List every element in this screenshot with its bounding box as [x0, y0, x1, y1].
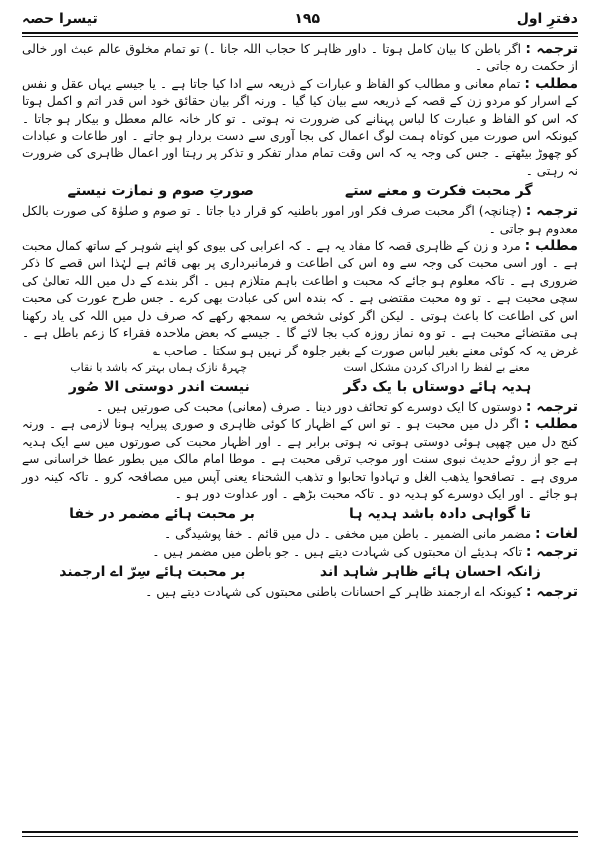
paragraph: [22, 76, 578, 180]
verse-line: زانکہ احسان ہائے ظاہر شاہد اند: [319, 564, 541, 581]
verse-line: تا گواہی دادہ باشد ہدیہ ہا: [349, 506, 531, 523]
section-label: مطلب :: [524, 238, 578, 255]
verse-line: بر محبت ہائے مضمر در خفا: [69, 506, 255, 523]
paragraph-text: مرد و زن کے ظاہری قصہ کا مفاد یہ ہے ۔ کہ اعرابی کی بیوی کو اپنے شوہر کے ساتھ کمال محبت ہے ۔ اور اسی محبت کی وجہ سے وہ اس کی اطاعت و فرمانبرداری پر بھی قائم ہے لہٰذا اس قصے کا ذکر ضروری ہے ۔ تاکہ معلوم ہو جائے کہ محبت و اطاعت باہم متلازم ہیں ۔ اگر بندے کے دل میں اللہ تعالیٰ کی سچی محبت ہے ۔ تو وہ محبت مقتضی ہے ۔ کہ بندہ اس کی عبادت بھی کرے ۔ جس طرح عورت کی محبت اس کی اطاعت کا باعث ہوتی ۔ لیکن اگر کوئی شخص یہ سمجھ رکھے کہ صرف دل میں اللہ کی یاد رکھنا ہی مقتضائے محبت ہے ۔ تو وہ نماز روزہ کب بجا لائے گا ۔ جیسے کہ بعض ملاحدہ فقراء کا زعم باطل ہے ۔ غرض یہ کہ کوئی معنے بغیر لباس صورت کے بغیر جلوہ گر نہیں ہو سکتا ۔ صاحب ؎: [22, 239, 578, 358]
section-label: ترجمہ :: [525, 543, 578, 560]
header-part-title: تیسرا حصہ: [22, 11, 98, 27]
section-label: مطلب :: [524, 75, 578, 92]
header-rule-thin: [22, 36, 578, 37]
paragraph: [22, 584, 578, 601]
header-rule: [22, 32, 578, 34]
page-number: ۱۹۵: [294, 11, 321, 27]
section-label: مطلب :: [523, 416, 578, 433]
paragraph: [22, 416, 578, 503]
quoted-verse-line: معنے بے لفظ را ادراک کردن مشکل است: [343, 360, 530, 374]
section-label: ترجمہ :: [525, 41, 578, 57]
page-body: [22, 41, 578, 602]
verse-line: صورتِ صوم و نمازت نیستے: [67, 183, 254, 200]
paragraph-text: تمام معانی و مطالب کو الفاظ و عبارات کے ذریعہ سے ادا کیا جاتا ہے ۔ یا جیسے یہاں عقل و نفس کے اسرار کو مردو زن کے قصہ کے ذریعہ سے بیان کیا گیا ۔ ورنہ اگر بیان حقائق خود اس قدر اتم و اکمل ہوتا کہ اس کو الفاظ و عبارت کا لباس پہنانے کی ضرورت نہ ہوتی ۔ تو کار خانہ عالم معطل و بیکار ہو جاتا ۔ کیونکہ اس صورت میں کوتاہ ہمت لوگ اعمال کی بجا آوری سے دست بردار ہو جاتے ۔ اور طاعات و عبادات کو چھوڑ بیٹھتے ۔ جس کی وجہ یہ کہ اس وقت تمام مدار تفکر و تذکر پر رہتا اور اعمال ظاہری کی ضرورت نہ رہتی ۔: [22, 76, 578, 178]
paragraph: [22, 238, 578, 360]
paragraph-text: مضمر مانی الضمیر ۔ باطن میں مخفی ۔ دل میں قائم ۔ خفا پوشیدگی ۔: [164, 527, 532, 542]
paragraph-text: دوستوں کا ایک دوسرے کو تحائف دور دینا ۔ صرف (معانی) محبت کی صورتیں ہیں ۔: [96, 399, 522, 414]
paragraph: [22, 544, 578, 561]
verse-couplet: [22, 504, 578, 525]
verse-line: بر محبت ہائے سِرّ اے ارجمند: [59, 564, 246, 581]
quoted-couplet: [22, 360, 578, 376]
paragraph: [22, 399, 578, 416]
quoted-verse-line: چہرۂ نازک ہماں بہتر کہ باشد با نقاب: [70, 360, 248, 374]
paragraph-text: تاکہ ہدیئے ان محبتوں کی شہادت دیتے ہیں ۔ جو باطن میں مضمر ہیں ۔: [152, 544, 522, 559]
paragraph-text: اگر دل میں محبت ہو ۔ تو اس کے اظہار کا کوئی ظاہری و صوری پیرایہ ہونا لازمی ہے ۔ ورنہ کنج دل میں چھپی ہوئی دوستی ہوتی نہ ہوتی برابر ہے ۔ اور اظہار محبت کی صورتوں میں سے ایک ہدیہ ہے جو از روئے حدیث نبوی سنت اور موجب ترقی محبت ہے ۔ موطا امام مالک میں بطور عطا خراسانی سے مروی ہے ۔ تصافحوا یذھب الغل و تہادوا تحابوا و تذھب الشحناء یعنی آپس میں مصافحہ کرو ۔ تاکہ کینہ دور ہو جائے ۔ اور ایک دوسرے کو ہدیہ دو ۔ تاکہ محبت بڑھے ۔ اور عداوت دور ہو ۔: [22, 417, 578, 501]
paragraph: [22, 41, 578, 76]
section-label: ترجمہ :: [525, 584, 578, 601]
footer-rule-thin: [22, 836, 578, 837]
verse-line: نیست اندر دوستی الا صُور: [68, 378, 250, 395]
verse-couplet: [22, 377, 578, 398]
verse-line: ہدیہ ہائے دوستاں با یک دگر: [343, 378, 532, 395]
verse-couplet: [22, 562, 578, 583]
paragraph: [22, 203, 578, 238]
verse-couplet: [22, 181, 578, 202]
paragraph-text: (چنانچہ) اگر محبت صرف فکر اور امور باطنیہ کو قرار دیا جاتا ۔ تو صوم و صلوٰۃ کی صورت بالکل معدوم ہو جاتی ۔: [22, 204, 578, 236]
paragraph-text: کیونکہ اے ارجمند ظاہر کے احسانات باطنی محبتوں کی شہادت دیتے ہیں ۔: [145, 585, 522, 600]
header-book-title: دفترِ اول: [516, 11, 578, 27]
section-label: ترجمہ :: [525, 203, 579, 220]
verse-line: گر محبت فکرت و معنے ستے: [344, 183, 533, 200]
paragraph: [22, 526, 578, 543]
section-label: لغات :: [535, 526, 578, 543]
paragraph-text: اگر باطن کا بیان کامل ہوتا ۔ داور ظاہر کا حجاب اللہ جانا ۔) تو تمام مخلوق عالم عبث اور خالی از حکمت رہ جاتی ۔: [22, 42, 578, 74]
page-header: [22, 8, 578, 30]
section-label: ترجمہ :: [525, 398, 578, 415]
footer-rule: [22, 831, 578, 833]
